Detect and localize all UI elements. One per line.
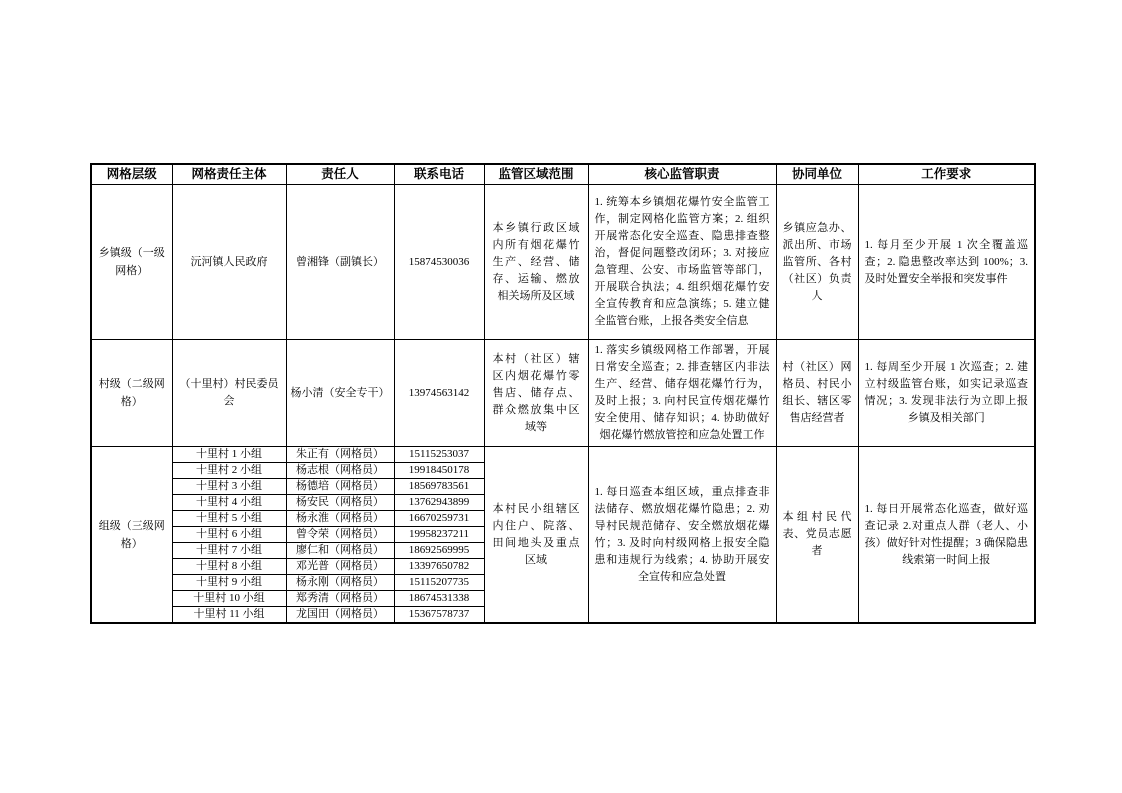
cell-person: 龙国田（网格员） (286, 607, 394, 624)
header-supervision-area: 监管区域范围 (484, 164, 588, 185)
cell-requirements: 1. 每月至少开展 1 次全覆盖巡查；2. 隐患整改率达到 100%；3. 及时处置安全举报和突发事件 (858, 185, 1035, 340)
cell-area: 本村（社区）辖区内烟花爆竹零售店、储存点、群众燃放集中区域等 (484, 340, 588, 447)
cell-entity: 十里村 6 小组 (172, 527, 286, 543)
cell-entity: 十里村 9 小组 (172, 575, 286, 591)
header-row (91, 164, 1035, 185)
cell-grid-level: 村级（二级网格） (91, 340, 172, 447)
cell-partners: 村（社区）网格员、村民小组长、辖区零售店经营者 (776, 340, 858, 447)
cell-phone: 15874530036 (394, 185, 484, 340)
cell-phone: 13762943899 (394, 495, 484, 511)
cell-phone: 19918450178 (394, 463, 484, 479)
cell-phone: 19958237211 (394, 527, 484, 543)
cell-entity: 十里村 5 小组 (172, 511, 286, 527)
cell-phone: 13974563142 (394, 340, 484, 447)
cell-person: 曾令荣（网格员） (286, 527, 394, 543)
group-subrow (91, 447, 1035, 463)
town-level-row (91, 185, 1035, 340)
cell-requirements: 1. 每日开展常态化巡查，做好巡查记录 2.对重点人群（老人、小孩）做好针对性提醒；3 确保隐患线索第一时间上报 (858, 447, 1035, 624)
cell-requirements: 1. 每周至少开展 1 次巡查；2. 建立村级监管台账，如实记录巡查情况；3. 发现非法行为立即上报乡镇及相关部门 (858, 340, 1035, 447)
cell-phone: 18692569995 (394, 543, 484, 559)
cell-person: 邓光普（网格员） (286, 559, 394, 575)
header-grid-level: 网格层级 (91, 164, 172, 185)
cell-phone: 15367578737 (394, 607, 484, 624)
header-core-duties: 核心监管职责 (588, 164, 776, 185)
cell-grid-level: 组级（三级网格） (91, 447, 172, 624)
cell-entity: 十里村 3 小组 (172, 479, 286, 495)
cell-person: 朱正有（网格员） (286, 447, 394, 463)
cell-area: 本乡镇行政区域内所有烟花爆竹生产、经营、储存、运输、燃放相关场所及区域 (484, 185, 588, 340)
cell-phone: 13397650782 (394, 559, 484, 575)
cell-phone: 18674531338 (394, 591, 484, 607)
cell-person: 郑秀清（网格员） (286, 591, 394, 607)
village-level-row (91, 340, 1035, 447)
cell-duties: 1. 每日巡查本组区域，重点排查非法储存、燃放烟花爆竹隐患；2. 劝导村民规范储存、安全燃放烟花爆竹；3. 及时向村级网格上报安全隐患和违规行为线索；4. 协助开展安全宣传和应急处置 (588, 447, 776, 624)
cell-person: 廖仁和（网格员） (286, 543, 394, 559)
cell-entity: 十里村 2 小组 (172, 463, 286, 479)
cell-person: 杨永淮（网格员） (286, 511, 394, 527)
cell-phone: 15115253037 (394, 447, 484, 463)
cell-entity: 十里村 4 小组 (172, 495, 286, 511)
cell-entity: 十里村 1 小组 (172, 447, 286, 463)
cell-phone: 18569783561 (394, 479, 484, 495)
cell-person: 杨小清（安全专干） (286, 340, 394, 447)
header-responsible-entity: 网格责任主体 (172, 164, 286, 185)
cell-person: 杨德培（网格员） (286, 479, 394, 495)
cell-entity: 十里村 7 小组 (172, 543, 286, 559)
cell-phone: 16670259731 (394, 511, 484, 527)
cell-area: 本村民小组辖区内住户、院落、田间地头及重点区域 (484, 447, 588, 624)
grid-responsibility-table (90, 163, 1036, 624)
header-work-requirements: 工作要求 (858, 164, 1035, 185)
cell-entity: （十里村）村民委员会 (172, 340, 286, 447)
header-responsible-person: 责任人 (286, 164, 394, 185)
cell-person: 杨永刚（网格员） (286, 575, 394, 591)
cell-duties: 1. 落实乡镇级网格工作部署，开展日常安全巡查；2. 排查辖区内非法生产、经营、储存烟花爆竹行为，及时上报；3. 向村民宣传烟花爆竹安全使用、储存知识；4. 协助做好烟花爆竹燃放管控和应急处置工作 (588, 340, 776, 447)
cell-phone: 15115207735 (394, 575, 484, 591)
cell-person: 杨志根（网格员） (286, 463, 394, 479)
cell-person: 杨安民（网格员） (286, 495, 394, 511)
cell-entity: 沅河镇人民政府 (172, 185, 286, 340)
cell-duties: 1. 统筹本乡镇烟花爆竹安全监管工作，制定网格化监管方案；2. 组织开展常态化安全巡查、隐患排查整治，督促问题整改闭环；3. 对接应急管理、公安、市场监管等部门，开展联合执法；4. 组织烟花爆竹安全宣传教育和应急演练；5. 建立健全监管台账，上报各类安全信息 (588, 185, 776, 340)
header-contact-phone: 联系电话 (394, 164, 484, 185)
cell-grid-level: 乡镇级（一级网格） (91, 185, 172, 340)
cell-entity: 十里村 8 小组 (172, 559, 286, 575)
cell-partners: 乡镇应急办、派出所、市场监管所、各村（社区）负责人 (776, 185, 858, 340)
cell-entity: 十里村 10 小组 (172, 591, 286, 607)
cell-entity: 十里村 11 小组 (172, 607, 286, 624)
cell-person: 曾湘锋（副镇长） (286, 185, 394, 340)
cell-partners: 本组村民代表、党员志愿者 (776, 447, 858, 624)
header-partner-units: 协同单位 (776, 164, 858, 185)
